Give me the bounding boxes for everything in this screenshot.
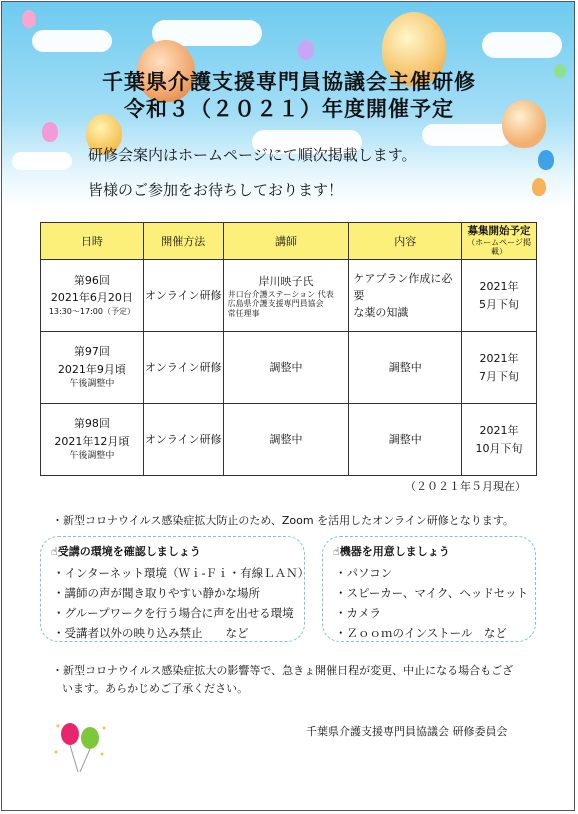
schedule-change-line2: います。あらかじめご了承ください。: [62, 681, 249, 695]
table-header-row: [41, 223, 537, 260]
content-line: な薬の知識: [353, 306, 409, 320]
cell-recruitment: [462, 260, 537, 332]
cloud: [12, 152, 72, 170]
session-time: 午後調整中: [69, 450, 115, 461]
page-title-line1: 千葉県介護支援専門員協議会主催研修: [102, 70, 476, 94]
balloon-icon: [42, 122, 58, 142]
schedule-table: [40, 222, 537, 476]
cell-method: オンライン研修: [143, 332, 223, 404]
pointing-hand-icon: ☝: [51, 545, 58, 558]
cloud: [32, 30, 112, 52]
balloon-icon: [298, 40, 314, 60]
cell-content: 調整中: [349, 332, 462, 404]
balloon-illustration: [52, 718, 112, 778]
session-date: 2021年12月頃: [54, 434, 130, 448]
cloud: [422, 124, 512, 146]
as-of-date: （２０２１年５月現在）: [405, 480, 526, 493]
equipment-checklist-title: [333, 543, 535, 559]
lecturer-affiliation: 広島県介護支援専門員協会: [227, 299, 324, 309]
session-date: 2021年9月頃: [57, 362, 126, 376]
header-datetime: 日時: [41, 223, 144, 260]
session-date: 2021年6月20日: [50, 291, 133, 305]
cell-lecturer: [223, 260, 349, 332]
cell-recruitment: [462, 332, 537, 404]
list-item: ・カメラ: [335, 606, 381, 620]
cell-content: [349, 260, 462, 332]
cell-datetime: [41, 332, 144, 404]
cell-lecturer: 調整中: [223, 404, 349, 476]
page-title-line2: 令和３（２０２１）年度開催予定: [124, 97, 454, 121]
cloud: [482, 32, 562, 58]
balloon-icon: [538, 150, 554, 170]
cell-method: オンライン研修: [143, 260, 223, 332]
equipment-checklist-box: [322, 536, 536, 642]
cell-content: 調整中: [349, 404, 462, 476]
recruitment-year: 2021年: [479, 280, 519, 294]
header-method: 開催方法: [143, 223, 223, 260]
environment-checklist-box: [40, 536, 310, 642]
environment-checklist-title-text: 受講の環境を確認しましょう: [57, 545, 201, 558]
table-row: [41, 404, 537, 476]
pointing-hand-icon: ☝: [333, 545, 340, 558]
recruitment-year: 2021年: [479, 424, 519, 438]
cell-datetime: [41, 404, 144, 476]
intro-line2: 皆様のご参加をお待ちしております！: [88, 181, 344, 199]
schedule-change-notice: [52, 662, 513, 697]
content-line: ケアプラン作成に必要: [353, 271, 453, 302]
recruitment-month: 10月下旬: [475, 441, 523, 455]
list-item: ・Ｚｏｏｍのインストール など: [335, 626, 507, 640]
list-item: ・パソコン: [335, 566, 393, 580]
session-number: 第96回: [73, 274, 110, 288]
intro-line1: 研修会案内はホームページにて順次掲載します。: [88, 146, 417, 164]
header-recruitment-label: 募集開始予定: [467, 225, 531, 238]
list-item: ・インターネット環境（Ｗｉ-Ｆｉ・有線ＬＡＮ）: [53, 566, 310, 580]
list-item: ・グループワークを行う場合に声を出せる環境: [53, 606, 294, 620]
header-recruitment-sub: （ホームページ掲載）: [467, 237, 531, 257]
list-item: ・受講者以外の映り込み禁止 など: [53, 626, 249, 640]
table-row: [41, 260, 537, 332]
table-row: [41, 332, 537, 404]
recruitment-year: 2021年: [479, 352, 519, 366]
cell-datetime: [41, 260, 144, 332]
online-notice: ・新型コロナウイルス感染症拡大防止のため、Zoom を活用したオンライン研修となります。: [52, 514, 514, 527]
lecturer-name: 岸川映子氏: [258, 274, 314, 288]
environment-checklist-title: [51, 543, 304, 559]
recruitment-month: 7月下旬: [479, 369, 520, 383]
balloon-icon: [52, 718, 112, 778]
lecturer-affiliation: 井口台介護ステーション 代表: [227, 289, 334, 299]
balloon-icon: [532, 178, 546, 196]
session-time: 13:30～17:00（予定）: [48, 307, 135, 317]
header-lecturer: 講師: [223, 223, 349, 260]
equipment-checklist-title-text: 機器を用意しましょう: [339, 545, 450, 558]
list-item: ・スピーカー、マイク、ヘッドセット: [335, 586, 529, 600]
cell-method: オンライン研修: [143, 404, 223, 476]
session-number: 第97回: [73, 345, 110, 359]
organizer-footer: 千葉県介護支援専門員協議会 研修委員会: [306, 725, 508, 738]
cell-lecturer: 調整中: [223, 332, 349, 404]
balloon-icon: [22, 10, 36, 28]
schedule-change-line1: ・新型コロナウイルス感染症拡大の影響等で、急きょ開催日程が変更、中止になる場合もござ: [52, 664, 514, 677]
recruitment-month: 5月下旬: [479, 297, 520, 311]
header-content: 内容: [349, 223, 462, 260]
session-number: 第98回: [73, 417, 110, 431]
header-recruitment: [462, 223, 537, 260]
lecturer-affiliation: 常任理事: [227, 308, 260, 318]
list-item: ・講師の声が聞き取りやすい静かな場所: [53, 586, 260, 600]
session-time: 午後調整中: [69, 378, 115, 389]
cell-recruitment: [462, 404, 537, 476]
